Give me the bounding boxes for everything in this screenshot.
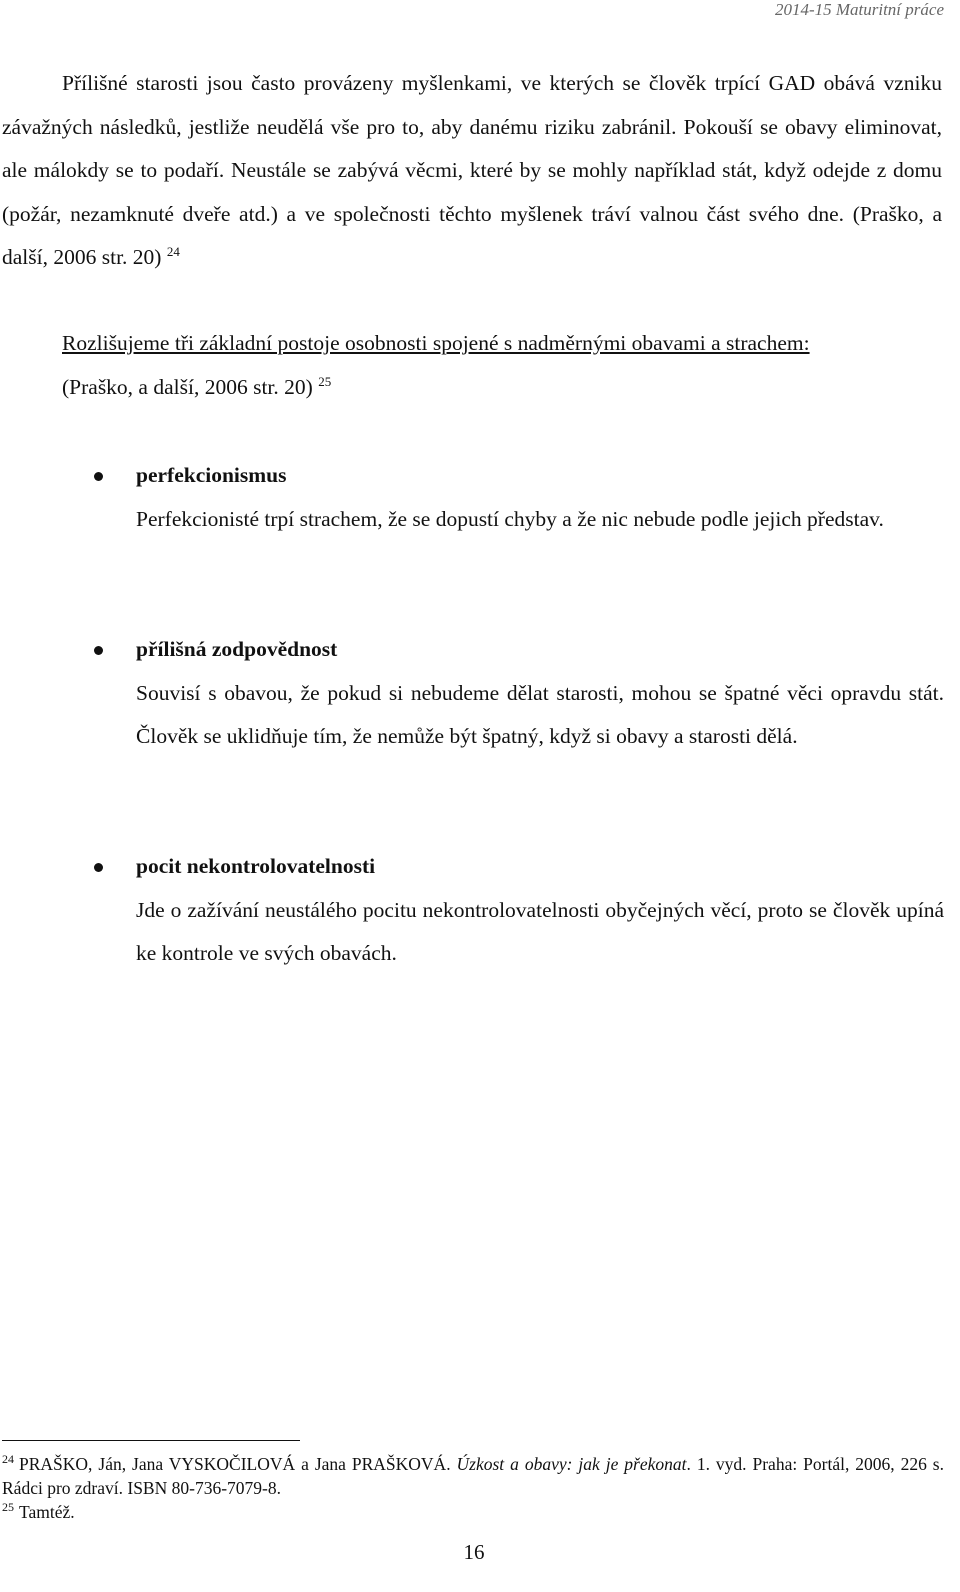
footnote-authors: PRAŠKO, Ján, Jana VYSKOČILOVÁ a Jana PRAŠKOVÁ. — [19, 1454, 451, 1474]
intro-paragraph — [2, 62, 942, 280]
list-item-title: pocit nekontrolovatelnosti — [136, 854, 376, 878]
footnote-number: 24 — [2, 1452, 14, 1467]
footnote-publication: . 1. vyd. Praha: Portál, 2006, 226 s. Rádci pro zdraví. ISBN 80-736-7079-8. — [2, 1454, 944, 1498]
intro-text: Přílišné starosti jsou často provázeny myšlenkami, ve kterých se člověk trpící GAD obává vzniku závažných následků, jestliže neudělá vše pro to, aby danému riziku zabránil. Pokouší se obavy eliminovat, ale málokdy se to podaří. Neustále se zabývá věcmi, které by se mohly například stát, když odejde z domu (požár, nezamknuté dveře atd.) a ve společnosti těchto myšlenek tráví valnou část svého dne. (Praško, a další, 2006 str. 20) — [2, 71, 942, 269]
bullet-icon — [94, 863, 103, 872]
footnote-divider — [2, 1440, 300, 1441]
list-intro-citation: (Praško, a další, 2006 str. 20) — [62, 374, 313, 399]
footnote-ref-24[interactable]: 24 — [166, 243, 180, 259]
footnote-text: Tamtéž. — [19, 1502, 75, 1522]
footnote-ref-25[interactable]: 25 — [318, 373, 332, 389]
bullet-icon — [94, 646, 103, 655]
footnotes — [2, 1452, 944, 1524]
list-item-uncontrollability — [98, 845, 944, 976]
list-intro-paragraph — [62, 322, 942, 409]
running-header: 2014-15 Maturitní práce — [774, 0, 944, 19]
list-item-title: přílišná zodpovědnost — [136, 637, 338, 661]
bullet-icon — [94, 472, 103, 481]
footnote-25 — [2, 1500, 944, 1524]
list-item-body: Souvisí s obavou, že pokud si nebudeme dělat starosti, mohou se špatné věci opravdu stát. Člověk se uklidňuje tím, že nemůže být špatný, když si obavy a starosti dělá. — [136, 680, 944, 748]
list-item-body: Perfekcionisté trpí strachem, že se dopustí chyby a že nic nebude podle jejich představ. — [136, 506, 884, 531]
footnote-number: 25 — [2, 1500, 14, 1515]
footnote-24 — [2, 1452, 944, 1500]
list-item-responsibility — [98, 628, 944, 759]
page-number: 16 — [463, 1540, 485, 1564]
list-intro-text: Rozlišujeme tři základní postoje osobnosti spojené s nadměrnými obavami a strachem: — [62, 331, 810, 355]
list-item-perfectionism — [98, 454, 944, 541]
footnote-book-title: Úzkost a obavy: jak je překonat — [456, 1454, 687, 1474]
list-item-body: Jde o zažívání neustálého pocitu nekontrolovatelnosti obyčejných věcí, proto se člověk upíná ke kontrole ve svých obavách. — [136, 897, 944, 965]
list-item-title: perfekcionismus — [136, 463, 287, 487]
